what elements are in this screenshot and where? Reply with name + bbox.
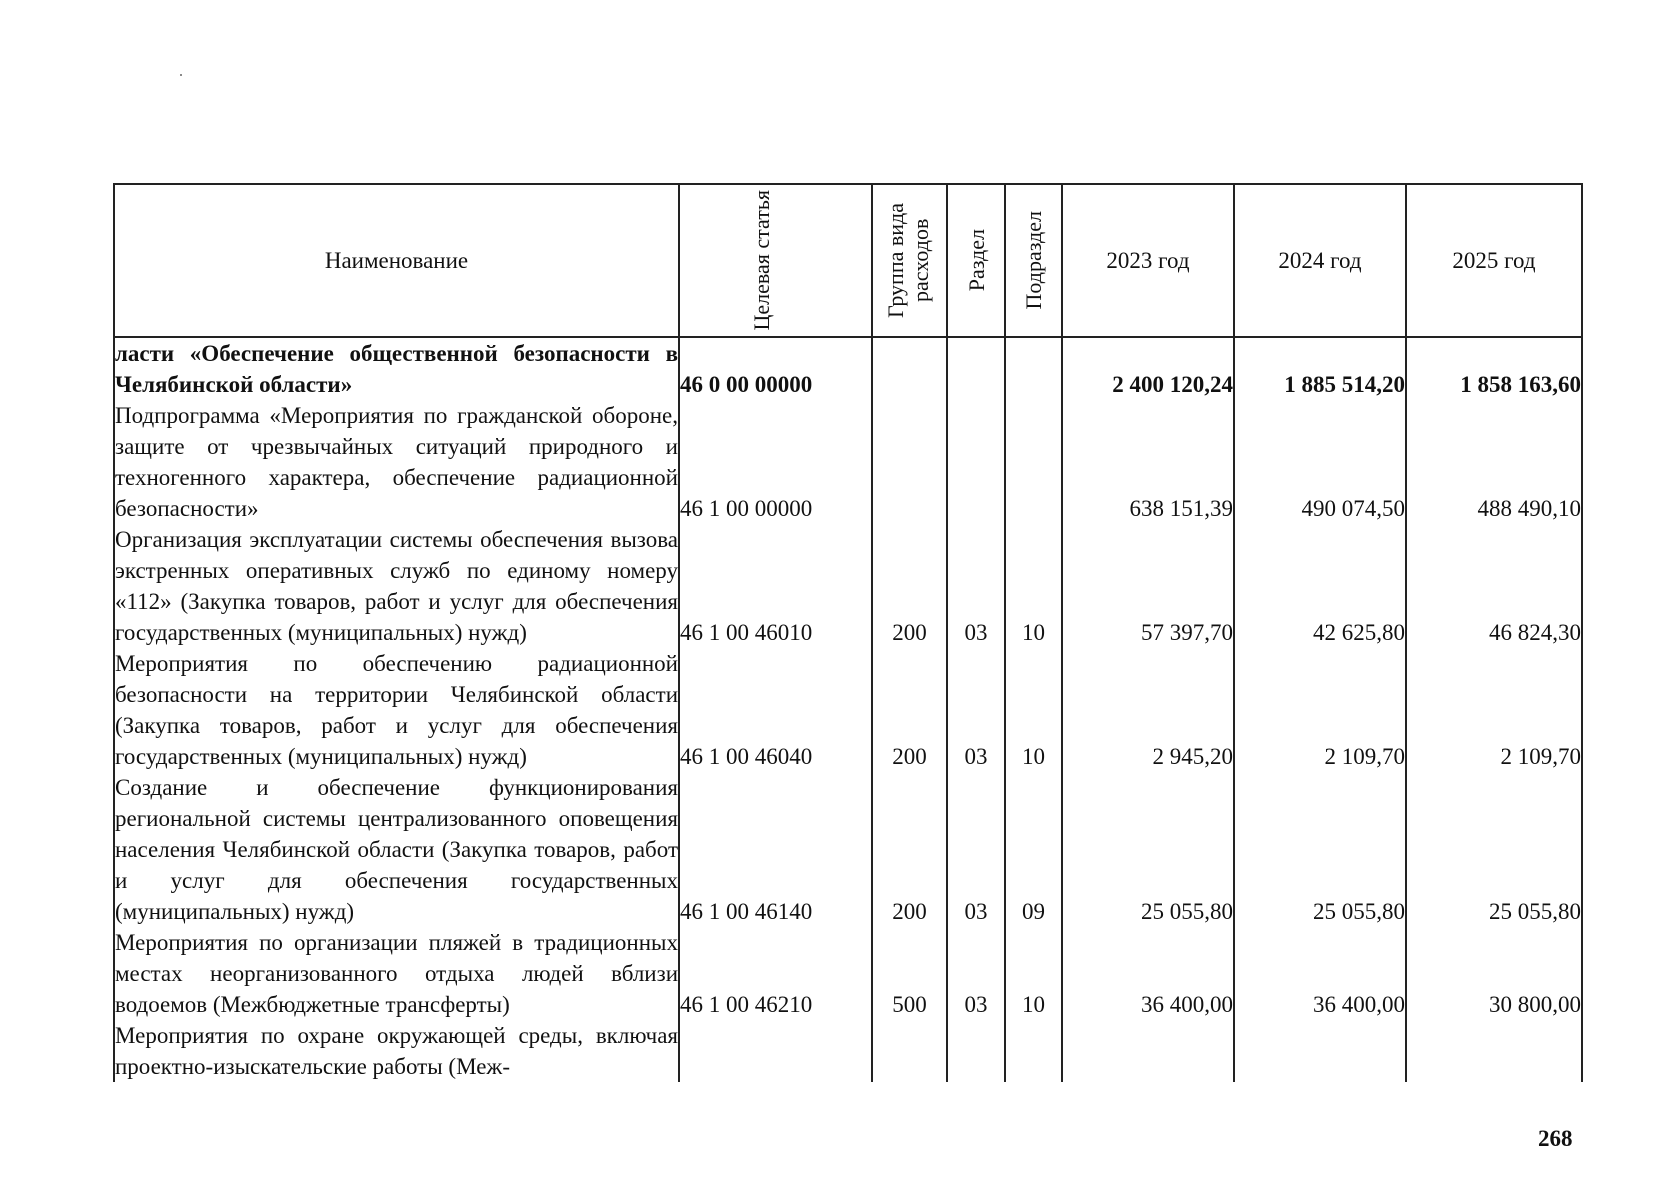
row-target-article: 46 1 00 46210 <box>679 927 872 1020</box>
table-row <box>114 772 1582 927</box>
header-section <box>947 184 1005 337</box>
row-name: Организация эксплуатации системы обеспечения вызова экстренных оперативных служб по единому номеру «112» (Закупка товаров, работ и услуг для обеспечения государственных (муниципальных) нужд) <box>114 524 679 648</box>
row-amount-2024: 2 109,70 <box>1234 648 1406 772</box>
row-subsection <box>1005 337 1062 400</box>
table-row <box>114 1020 1582 1082</box>
row-subsection: 10 <box>1005 524 1062 648</box>
row-expense-group <box>872 337 947 400</box>
page-number: 268 <box>1538 1126 1573 1151</box>
row-amount-2024: 490 074,50 <box>1234 400 1406 524</box>
row-section <box>947 1020 1005 1082</box>
row-amount-2025: 46 824,30 <box>1406 524 1582 648</box>
header-name <box>114 184 679 337</box>
row-name: Создание и обеспечение функционирования региональной системы централизованного оповещения населения Челябинской области (Закупка товаров, работ и услуг для обеспечения государственных (муниципальных) нужд) <box>114 772 679 927</box>
row-amount-2025: 1 858 163,60 <box>1406 337 1582 400</box>
row-subsection: 09 <box>1005 772 1062 927</box>
row-name: ласти «Обеспечение общественной безопасности в Челябинской области» <box>114 337 679 400</box>
row-target-article <box>679 1020 872 1082</box>
row-target-article: 46 1 00 46040 <box>679 648 872 772</box>
row-section <box>947 337 1005 400</box>
header-subsection-label: Подраздел <box>1021 211 1046 310</box>
row-expense-group: 200 <box>872 648 947 772</box>
row-amount-2024: 1 885 514,20 <box>1234 337 1406 400</box>
header-year-2025 <box>1406 184 1582 337</box>
header-year-2024 <box>1234 184 1406 337</box>
row-amount-2024: 36 400,00 <box>1234 927 1406 1020</box>
header-year-2023 <box>1062 184 1234 337</box>
header-name-label: Наименование <box>324 248 469 273</box>
row-target-article: 46 1 00 46010 <box>679 524 872 648</box>
row-expense-group <box>872 400 947 524</box>
row-amount-2023: 25 055,80 <box>1062 772 1234 927</box>
row-name: Мероприятия по обеспечению радиационной безопасности на территории Челябинской области (Закупка товаров, работ и услуг для обеспечения государственных (муниципальных) нужд) <box>114 648 679 772</box>
row-amount-2025: 488 490,10 <box>1406 400 1582 524</box>
row-target-article: 46 1 00 00000 <box>679 400 872 524</box>
row-subsection <box>1005 1020 1062 1082</box>
row-subsection: 10 <box>1005 648 1062 772</box>
table-body <box>114 337 1582 1082</box>
table-row <box>114 337 1582 400</box>
row-name: Мероприятия по охране окружающей среды, включая проектно-изыскательские работы (Меж- <box>114 1020 679 1082</box>
row-expense-group: 500 <box>872 927 947 1020</box>
row-amount-2023: 2 945,20 <box>1062 648 1234 772</box>
header-expense-group-label: Группа вида расходов <box>882 203 933 318</box>
row-subsection <box>1005 400 1062 524</box>
table-row <box>114 648 1582 772</box>
row-amount-2023: 57 397,70 <box>1062 524 1234 648</box>
scan-speck <box>180 74 182 76</box>
row-section: 03 <box>947 927 1005 1020</box>
row-expense-group: 200 <box>872 772 947 927</box>
header-target-article <box>679 184 872 337</box>
row-amount-2025: 30 800,00 <box>1406 927 1582 1020</box>
table-header <box>114 184 1582 337</box>
header-target-article-label: Целевая статья <box>748 190 774 331</box>
table-row <box>114 927 1582 1020</box>
row-expense-group: 200 <box>872 524 947 648</box>
row-amount-2024: 42 625,80 <box>1234 524 1406 648</box>
header-year-2023-label: 2023 год <box>1106 248 1190 273</box>
row-amount-2023 <box>1062 1020 1234 1082</box>
row-section: 03 <box>947 772 1005 927</box>
header-year-2024-label: 2024 год <box>1278 248 1362 273</box>
header-section-label: Раздел <box>963 229 989 292</box>
row-target-article: 46 1 00 46140 <box>679 772 872 927</box>
header-expense-group <box>872 184 947 337</box>
row-amount-2023: 2 400 120,24 <box>1062 337 1234 400</box>
row-target-article: 46 0 00 00000 <box>679 337 872 400</box>
header-subsection <box>1005 184 1062 337</box>
row-amount-2023: 638 151,39 <box>1062 400 1234 524</box>
row-amount-2025 <box>1406 1020 1582 1082</box>
budget-table <box>113 183 1583 1082</box>
row-subsection: 10 <box>1005 927 1062 1020</box>
row-amount-2025: 2 109,70 <box>1406 648 1582 772</box>
row-section <box>947 400 1005 524</box>
row-amount-2024: 25 055,80 <box>1234 772 1406 927</box>
row-amount-2025: 25 055,80 <box>1406 772 1582 927</box>
row-amount-2024 <box>1234 1020 1406 1082</box>
row-name: Подпрограмма «Мероприятия по гражданской обороне, защите от чрезвычайных ситуаций природного и техногенного характера, обеспечение радиационной безопасности» <box>114 400 679 524</box>
table-row <box>114 400 1582 524</box>
row-section: 03 <box>947 524 1005 648</box>
row-name: Мероприятия по организации пляжей в традиционных местах неорганизованного отдыха людей вблизи водоемов (Межбюджетные трансферты) <box>114 927 679 1020</box>
table-row <box>114 524 1582 648</box>
row-section: 03 <box>947 648 1005 772</box>
row-amount-2023: 36 400,00 <box>1062 927 1234 1020</box>
header-year-2025-label: 2025 год <box>1452 248 1536 273</box>
row-expense-group <box>872 1020 947 1082</box>
